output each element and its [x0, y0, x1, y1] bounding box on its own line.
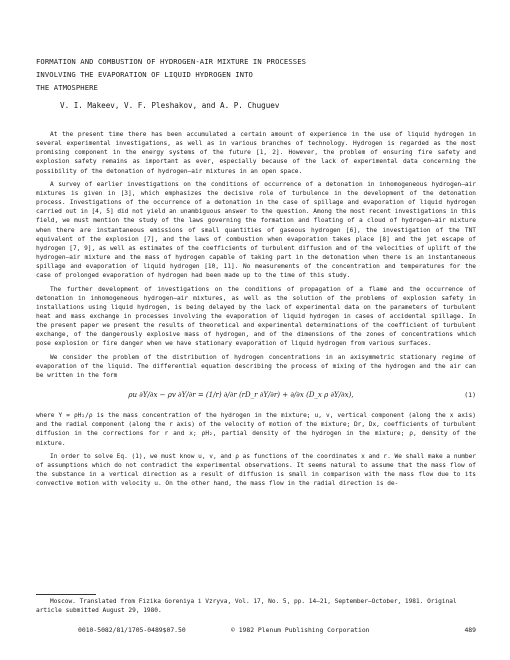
paragraph: At the present time there has been accumulated a certain amount of experience in the use of liquid hydrogen in several experimental investigations, as well as in various branches of technology. Hydrogen is regarded as the most promising component in the energy systems of the future [1, 2]. However, the problem of ensuring fire safety and explosion safety remains as important as ever, especially because of the lack of experimental data concerning the possibility of the detonation of hydrogen–air mixtures in an open space.	[36, 131, 476, 175]
equation-number: (1)	[464, 391, 476, 400]
copyright: © 1982 Plenum Publishing Corporation	[231, 626, 370, 634]
article-body	[36, 130, 476, 492]
paragraph: We consider the problem of the distribution of hydrogen concentrations in an axisymmetric stationary regime of evaporation of the liquid. The differential equation describing the process of mixing of the hydrogen and the air can be written in the form	[36, 353, 476, 379]
footnote-divider	[36, 594, 96, 595]
equation-1	[36, 384, 476, 408]
article-code: 0010-5082/81/1705-0489$07.50	[78, 626, 186, 634]
paragraph: where Y = ρH₂/ρ is the mass concentration of the hydrogen in the mixture; u, v, vertical component (along the x axis) and the radial component (along the r axis) of the velocity of motion of the mixture; Dr, Dx, coefficients of turbulent diffusion in the corrections for r and x; ρH₂, partial density of the hydrogen in the mixture; ρ, density of the mixture.	[36, 412, 476, 447]
authors: V. I. Makeev, V. F. Pleshakov, and A. P. Chuguev	[60, 101, 280, 110]
footnote: Moscow. Translated from Fizika Goreniya i Vzryva, Vol. 17, No. 5, pp. 14–21, September–October, 1981. Original article submitted August 29, 1980.	[36, 598, 457, 614]
paragraph: In order to solve Eq. (1), we must know u, v, and ρ as functions of the coordinates x and r. We shall make a number of assumptions which do not contradict the experimental observations. It seems natural to assume that the mass flow of the substance in a vertical direction as a result of diffusion is small in comparison with the mass flow due to its convective motion with velocity u. On the other hand, the mass flow in the radial direction is de-	[36, 452, 476, 488]
title-line: INVOLVING THE EVAPORATION OF LIQUID HYDROGEN INTO	[36, 70, 253, 79]
page-number: 489	[464, 626, 476, 634]
paragraph: A survey of earlier investigations on the conditions of occurrence of a detonation in inhomogeneous hydrogen–air mixtures is given in [3], which emphasizes the decisive role of turbulence in the development of the detonation process. Investigations of the occurrence of a detonation in the case of spillage and evaporation of liquid hydrogen carried out in [4, 5] did not yield an unambiguous answer to the question. Among the most recent investigations in this field, we must mention the study of the laws governing the formation and floating of a cloud of hydrogen–air mixture when there are instantaneous emissions of small quantities of gaseous hydrogen [6], the investigation of the TNT equivalent of the explosion [7], and the laws of combustion when evaporation takes place [8] and the jet escape of hydrogen [7, 9], as well as estimates of the coefficients of turbulent diffusion and of the velocities of uplift of the hydrogen–air mixture and the mass of hydrogen capable of taking part in the detonation when there is an instantaneous spillage and evaporation of liquid hydrogen [10, 11]. No measurements of the concentration and temperatures for the case of prolonged evaporation of hydrogen had been made up to the time of this study.	[36, 180, 476, 280]
title-line: THE ATMOSPHERE	[36, 83, 98, 92]
paragraph: The further development of investigations on the conditions of propagation of a flame and the occurrence of detonation in inhomogeneous hydrogen–air mixtures, as well as the solution of the problems of explosion safety in installations using liquid hydrogen, is being delayed by the lack of experimental data on the parameters of turbulent heat and mass exchange in processes involving the evaporation of liquid hydrogen in cases of accidental spillage. In the present paper we present the results of theoretical and experimental determinations of the coefficient of turbulent exchange, of the dangerously explosive mass of hydrogen, and of the dimensions of the zones of concentrations which pose explosion or fire danger when we have stationary evaporation of liquid hydrogen from various surfaces.	[36, 285, 476, 348]
article-title	[36, 55, 476, 94]
equation-expression: ρu ∂Y/∂x − ρv ∂Y/∂r = (1/r) ∂/∂r (rD_r ∂Y/∂r) + ∂/∂x (D_x ρ ∂Y/∂x),	[128, 391, 354, 400]
title-line: FORMATION AND COMBUSTION OF HYDROGEN-AIR MIXTURE IN PROCESSES	[36, 57, 307, 66]
